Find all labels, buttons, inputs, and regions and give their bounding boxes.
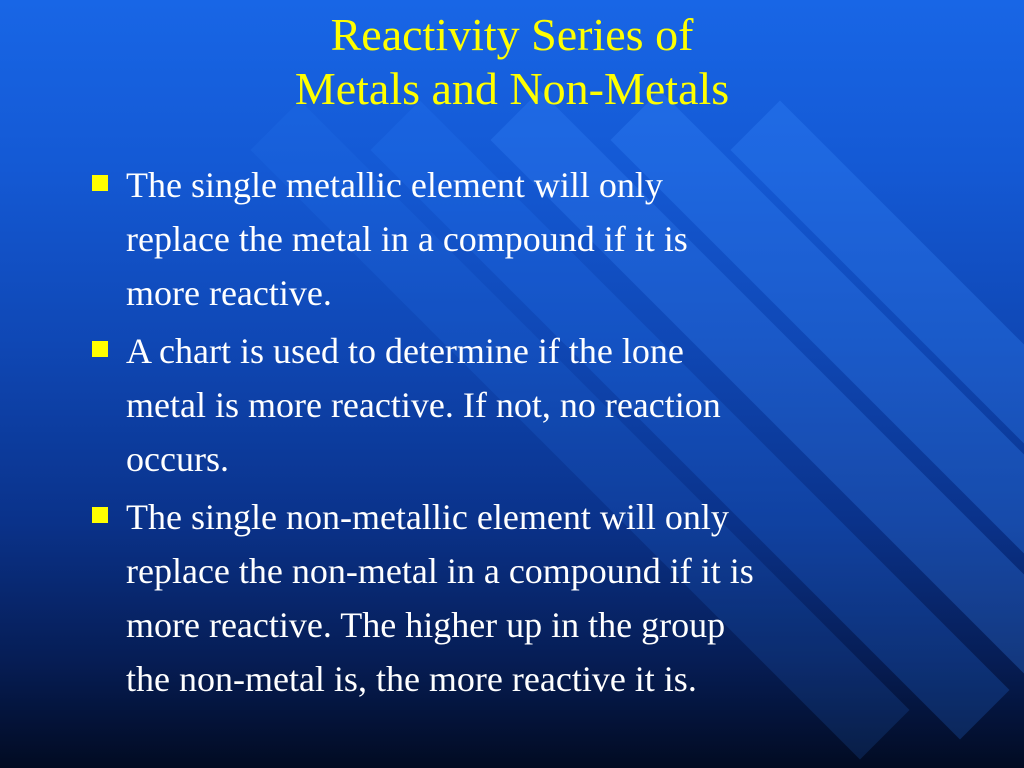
bullet-item <box>88 158 988 320</box>
slide-title <box>0 8 1024 116</box>
bullet-text: A chart is used to determine if the lone metal is more reactive. If not, no reaction occurs. <box>126 331 721 479</box>
bullet-list <box>88 158 988 710</box>
bullet-text: The single non-metallic element will only replace the non-metal in a compound if it is more reactive. The higher up in the group the non-metal is, the more reactive it is. <box>126 497 754 699</box>
bullet-text: The single metallic element will only replace the metal in a compound if it is more reactive. <box>126 165 688 313</box>
square-bullet-icon <box>92 507 108 523</box>
slide-title-line-1: Reactivity Series of <box>330 9 694 60</box>
square-bullet-icon <box>92 341 108 357</box>
bullet-item <box>88 324 988 486</box>
square-bullet-icon <box>92 175 108 191</box>
slide-title-line-2: Metals and Non-Metals <box>294 63 730 114</box>
bullet-item <box>88 490 988 706</box>
